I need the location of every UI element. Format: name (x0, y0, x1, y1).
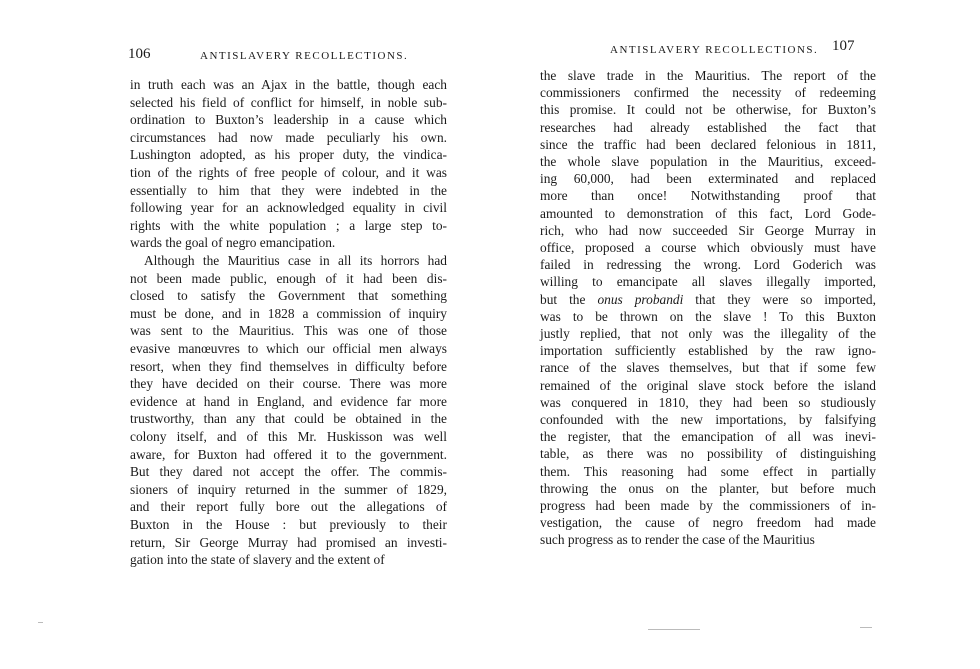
text-line: failed in redressing the wrong. Lord Goderich was (540, 257, 876, 273)
text-line: wards the goal of negro emancipation. (130, 235, 336, 251)
page-number: 107 (832, 38, 855, 54)
text-line: justly replied, that not only was the illegality of the (540, 326, 876, 341)
text-line: was conquered in 1810, they had been so studiously (540, 394, 876, 410)
text-line: closed to satisfy the Government that something (130, 288, 447, 304)
text-line: researches had already established the fact that (540, 119, 876, 135)
text-line: not been made public, enough of it had been dis- (130, 270, 447, 286)
text-line: sioners of inquiry returned in the summer of 1829, (130, 481, 447, 497)
text-line: Lushington adopted, as his proper duty, the vindica- (130, 147, 447, 163)
text-line: progress had been made by the commissioners of in- (540, 498, 876, 513)
text-line: such progress as to render the case of the Mauritius (540, 532, 815, 548)
text-line: willing to emancipate all slaves illegally imported, (540, 274, 876, 290)
text-line: rance of the slaves themselves, but that if some few (540, 360, 876, 376)
text-line: remained of the original slave stock before the island (540, 377, 876, 393)
text-line: essentially to him that they were indebted in the (130, 182, 447, 198)
text-line: office, proposed a course which obviously must have (540, 240, 876, 255)
text-line: they have decided on their course. There was more (130, 376, 447, 392)
text-line: table, as there was no possibility of distinguishing (540, 446, 876, 462)
text-line: selected his field of conflict for himself, in noble sub- (130, 94, 447, 110)
text-line: gation into the state of slavery and the extent of (130, 552, 385, 568)
text-line: importation sufficiently established by the raw igno- (540, 343, 876, 359)
text-line: return, Sir George Murray had promised an investi- (130, 534, 447, 550)
text-line: following year for an acknowledged equality in civil (130, 200, 447, 216)
text-line: aware, for Buxton had offered it to the government. (130, 446, 447, 462)
scan-mark (860, 627, 872, 628)
running-head: ANTISLAVERY RECOLLECTIONS. (610, 44, 819, 56)
text-line: since the traffic had been declared felonious in 1811, (540, 136, 876, 152)
running-head: ANTISLAVERY RECOLLECTIONS. (200, 50, 409, 62)
text-line: But they dared not accept the offer. The commis- (130, 464, 447, 480)
text-line: rich, who had now succeeded Sir George Murray in (540, 222, 876, 238)
text-line: evidence at hand in England, and evidence far more (130, 393, 447, 409)
text-line: the slave trade in the Mauritius. The report of the (540, 68, 876, 83)
text-line: vestigation, the cause of negro freedom had made (540, 515, 876, 531)
text-line: rights with the white population ; a large step to- (130, 217, 447, 233)
scan-mark (648, 629, 700, 630)
text-line: confounded with the new importations, by falsifying (540, 412, 876, 427)
text-line: resort, when they find themselves in difficulty before (130, 358, 447, 374)
text-line: must be done, and in 1828 a commission of inquiry (130, 305, 447, 321)
text-line: ing 60,000, had been exterminated and replaced (540, 171, 876, 187)
text-line: and their report fully bore out the allegations of (130, 499, 447, 515)
text-line: amounted to demonstration of this fact, Lord Gode- (540, 205, 876, 221)
text-line: circumstances had now made peculiarly his own. (130, 129, 447, 145)
text-line: commissioners confirmed the necessity of redeeming (540, 85, 876, 101)
text-line: was to be thrown on the slave ! To this Buxton (540, 308, 876, 324)
text-line: tion of the rights of free people of colour, and it was (130, 165, 447, 180)
text-line: throwing the onus on the planter, but before much (540, 480, 876, 496)
text-line: Although the Mauritius case in all its horrors had (144, 253, 447, 268)
text-line: but the onus probandi that they were so imported, (540, 291, 876, 307)
scan-mark (38, 622, 43, 623)
text-line: more than once! Notwithstanding proof that (540, 188, 876, 204)
text-line: Buxton in the House : but previously to their (130, 517, 447, 532)
text-line: them. This reasoning had some effect in partially (540, 463, 876, 479)
text-line: evasive manœuvres to which our official men always (130, 341, 447, 356)
text-line: this promise. It could not be otherwise, for Buxton’s (540, 102, 876, 118)
text-line: the whole slave population in the Mauritius, exceed- (540, 154, 876, 169)
text-line: in truth each was an Ajax in the battle, though each (130, 77, 447, 92)
text-line: ordination to Buxton’s leadership in a cause which (130, 112, 447, 128)
text-line: was sent to the Mauritius. This was one of those (130, 323, 447, 339)
page-number: 106 (128, 46, 151, 62)
text-line: the register, that the emancipation of all was inevi- (540, 429, 876, 445)
text-line: colony itself, and of this Mr. Huskisson was well (130, 429, 447, 444)
text-line: trustworthy, than any that could be obtained in the (130, 411, 447, 427)
